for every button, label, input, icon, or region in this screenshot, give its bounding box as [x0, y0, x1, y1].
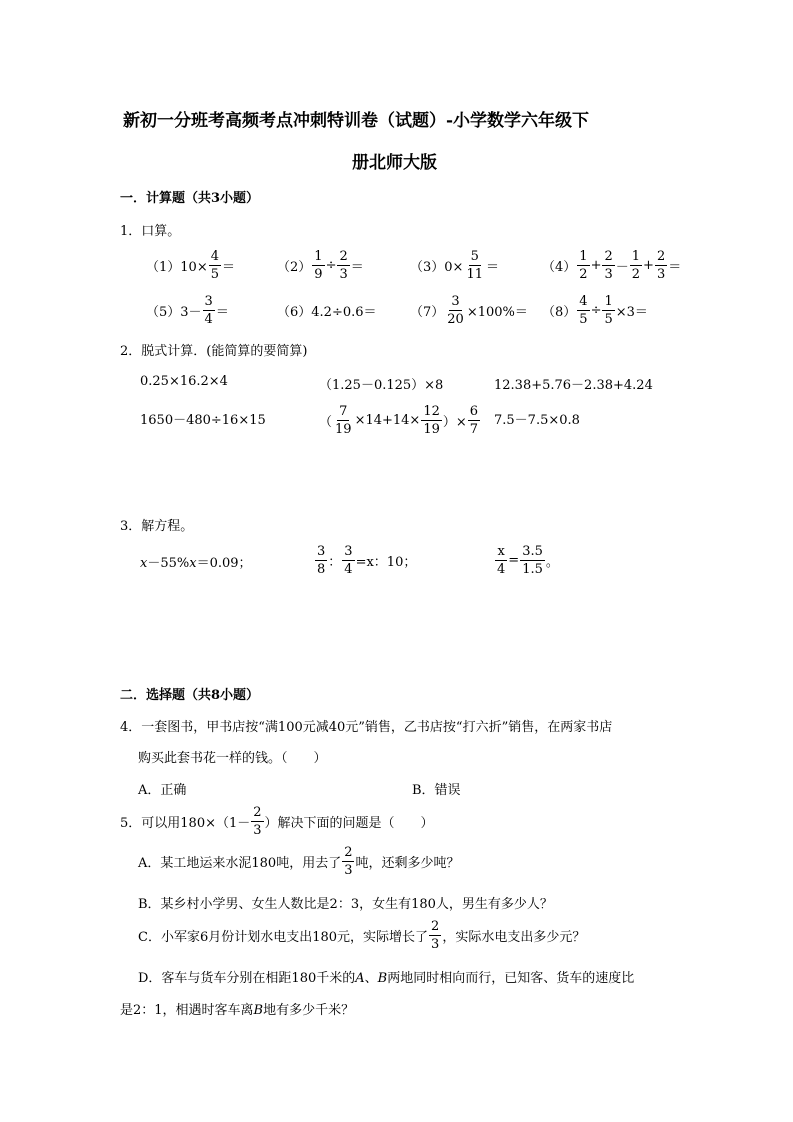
q2-expression-5 [319, 405, 481, 436]
fraction: $\frac{3.5}{1.5}$ [522, 544, 543, 577]
q3-equation-2 [314, 545, 416, 576]
variable: x [189, 556, 197, 571]
fraction: $\frac{3}{20}$ [447, 294, 464, 327]
operator: ÷ [325, 258, 337, 273]
q4-option-a: A．正确 [138, 783, 187, 798]
point-b-label: B [377, 971, 388, 986]
fraction: $\frac{x}{4}$ [497, 544, 506, 577]
separator: 、 [364, 971, 378, 986]
q5-option-a-post: 吨，还剩多少吨？ [355, 856, 460, 871]
page-title-line2: 册北师大版 [352, 153, 437, 173]
q1-item-5-label: （5）3－ [146, 305, 202, 320]
question-2-stem: 2．脱式计算．(能简算的要简算) [120, 344, 308, 359]
fraction: $\frac{4}{5}$ [579, 294, 588, 327]
q1-item-8-label: （8） [542, 305, 577, 320]
q1-item-2 [277, 250, 364, 281]
q5-option-b: B．某乡村小学男、女生人数比是2：3，女生有180人，男生有多少人？ [138, 897, 553, 912]
q2-expression-3: 12.38+5.76－2.38+4.24 [494, 378, 653, 393]
question-4-line1: 4．一套图书，甲书店按“满100元减40元”销售，乙书店按“打六折”销售，在两家书店 [120, 720, 613, 735]
fraction: $\frac{4}{5}$ [210, 249, 219, 282]
operator: ×14+14× [354, 413, 421, 428]
fraction: $\frac{3}{4}$ [204, 294, 213, 327]
operator: + [643, 258, 654, 273]
paren-close: ）× [442, 415, 467, 430]
fraction: $\frac{1}{5}$ [604, 294, 613, 327]
colon: ： [328, 555, 342, 570]
q5-stem-pre: 5．可以用180×（1－ [120, 816, 251, 831]
q1-item-4-label: （4） [542, 260, 577, 275]
q2-expression-6: 7.5－7.5×0.8 [494, 413, 580, 428]
q5-stem-post: ）解决下面的问题是（ ） [264, 816, 434, 831]
q1-item-1-tail: ＝ [222, 260, 236, 275]
q5-option-d-text: 地有多少千米？ [263, 1003, 355, 1018]
q5-option-a-pre: A．某工地运来水泥180吨，用去了 [138, 856, 342, 871]
fraction: $\frac{2}{3}$ [339, 249, 348, 282]
fraction: $\frac{1}{2}$ [631, 249, 641, 282]
fraction: $\frac{6}{7}$ [469, 404, 479, 437]
q5-option-d-text: 两地同时相向而行，已知客、货车的速度比 [387, 971, 635, 986]
q3-equation-3 [494, 545, 559, 576]
q1-item-1-label: （1）10× [146, 260, 208, 275]
section-heading-calculation: 一．计算题（共3小题） [120, 191, 260, 206]
fraction: $\frac{2}{3}$ [656, 249, 666, 282]
q1-item-3 [410, 250, 499, 281]
q1-item-3-label: （3）0× [410, 260, 464, 275]
fraction: $\frac{2}{3}$ [431, 919, 440, 952]
paren-open: （ [319, 415, 333, 430]
point-b-label: B [253, 1003, 264, 1018]
q1-item-7-tail: ×100%＝ [466, 305, 528, 320]
q1-item-6 [277, 297, 377, 323]
q1-item-8 [542, 295, 648, 326]
q1-item-6-label: （6）4.2÷0.6＝ [277, 304, 377, 320]
fraction: $\frac{1}{2}$ [579, 249, 588, 282]
fraction: $\frac{2}{3}$ [604, 249, 613, 282]
q2-expression-2: （1.25－0.125）×8 [319, 378, 444, 393]
q3-equation-1 [140, 552, 252, 571]
question-1-stem: 1．口算。 [120, 224, 181, 239]
q1-item-3-tail: ＝ [485, 260, 499, 275]
q1-item-2-label: （2） [277, 260, 312, 275]
q1-item-4-tail: ＝ [668, 260, 682, 275]
q5-option-c [138, 920, 585, 951]
fraction: $\frac{7}{19}$ [335, 404, 352, 437]
question-5-stem [120, 806, 434, 837]
q5-option-d-line2 [120, 999, 354, 1018]
q1-item-5 [146, 295, 229, 326]
q5-option-c-post: ，实际水电支出多少元？ [442, 930, 586, 945]
operator: + [590, 258, 602, 273]
page-title-line1: 新初一分班考高频考点冲刺特训卷（试题）-小学数学六年级下 [123, 111, 590, 131]
q5-option-d-line1 [138, 967, 634, 986]
q1-item-7-label: （7） [410, 305, 445, 320]
fraction: $\frac{2}{3}$ [253, 805, 262, 838]
fraction: $\frac{5}{11}$ [466, 249, 483, 282]
q1-item-1 [146, 250, 235, 281]
q5-option-d-text: 是2：1，相遇时客车离 [120, 1003, 254, 1018]
q1-item-4 [542, 250, 681, 281]
eq1-tail: ＝0.09； [196, 556, 252, 571]
fraction: $\frac{12}{19}$ [423, 404, 440, 437]
q2-expression-4: 1650－480÷16×15 [140, 413, 266, 428]
equals: = [508, 553, 520, 568]
fraction: $\frac{3}{4}$ [344, 544, 353, 577]
operator: － [615, 260, 629, 275]
fraction: $\frac{2}{3}$ [344, 845, 353, 878]
section-heading-choice: 二．选择题（共8小题） [120, 688, 260, 703]
q1-item-7 [410, 295, 528, 326]
q1-item-2-tail: ＝ [350, 260, 364, 275]
eq1-middle: －55% [147, 556, 190, 571]
q5-option-a [138, 846, 460, 877]
eq3-tail: 。 [545, 555, 559, 570]
question-3-stem: 3．解方程。 [120, 519, 194, 534]
q1-item-5-tail: ＝ [215, 305, 229, 320]
q5-option-c-pre: C．小军家6月份计划水电支出180元，实际增长了 [138, 930, 429, 945]
q4-option-b: B．错误 [412, 783, 461, 798]
q5-option-d-text: D．客车与货车分别在相距180千米的 [138, 971, 356, 986]
question-4-line2: 购买此套书花一样的钱。（ ） [138, 751, 327, 766]
q1-item-8-tail: ×3＝ [615, 305, 648, 320]
operator: ÷ [590, 303, 602, 318]
fraction: $\frac{3}{8}$ [317, 544, 326, 577]
fraction: $\frac{1}{9}$ [314, 249, 323, 282]
eq2-tail: =x：10； [355, 555, 417, 570]
q2-expression-1: 0.25×16.2×4 [140, 374, 228, 389]
variable: x [140, 556, 148, 571]
point-a-label: A [355, 971, 365, 986]
